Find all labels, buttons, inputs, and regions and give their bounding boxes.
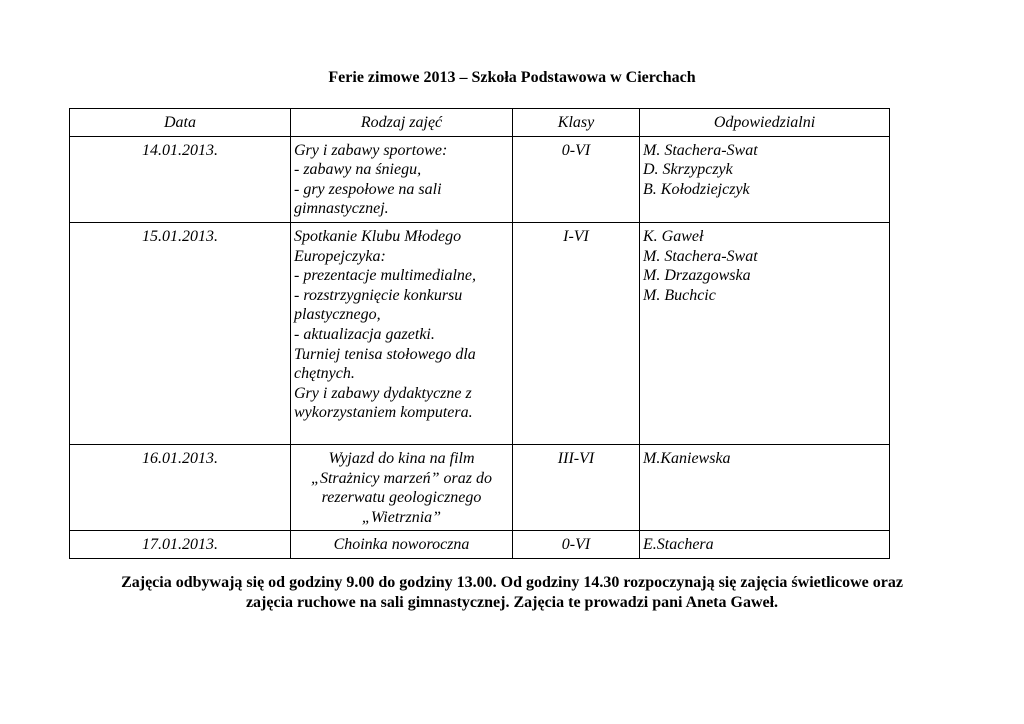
activity-line: Gry i zabawy sportowe: [294,141,448,159]
responsible-name: M. Stachera-Swat [643,141,758,159]
activity-line: rezerwatu geologicznego [321,489,482,507]
table-header-row [70,109,890,137]
classes-cell: 0-VI [513,531,640,559]
responsible-name: M. Drzazgowska [643,267,751,285]
footer-line: Zajęcia odbywają się od godziny 9.00 do godziny 13.00. Od godziny 14.30 rozpoczynają się zajęcia świetlicowe oraz [121,574,903,591]
activity-line: - prezentacje multimedialne, [294,267,477,285]
activity-line: chętnych. [294,365,355,383]
page-title: Ferie zimowe 2013 – Szkoła Podstawowa w Cierchach [328,69,696,86]
table-row [70,222,890,444]
activity-line: Wyjazd do kina na film [328,449,475,467]
date-cell: 15.01.2013. [70,222,291,444]
classes-cell: III-VI [513,444,640,530]
footer-line: zajęcia ruchowe na sali gimnastycznej. Zajęcia te prowadzi pani Aneta Gaweł. [245,594,779,611]
table-row [70,531,890,559]
responsible-name: M.Kaniewska [643,449,731,467]
responsible-cell [640,444,890,530]
responsible-name: B. Kołodziejczyk [643,180,750,198]
responsible-name: D. Skrzypczyk [643,161,733,179]
header-activity: Rodzaj zajęć [291,109,513,137]
activity-line: „Strażnicy marzeń” oraz do [311,469,492,487]
classes-cell: 0-VI [513,136,640,222]
activity-cell [291,136,513,222]
date-cell: 14.01.2013. [70,136,291,222]
date-cell: 16.01.2013. [70,444,291,530]
activity-line: wykorzystaniem komputera. [294,404,473,422]
responsible-name: M. Stachera-Swat [643,247,758,265]
activity-line: - aktualizacja gazetki. [294,325,435,343]
responsible-cell [640,136,890,222]
responsible-cell [640,222,890,444]
header-responsible: Odpowiedzialni [640,109,890,137]
responsible-name: M. Buchcic [643,286,716,304]
classes-cell: I-VI [513,222,640,444]
activity-cell [291,444,513,530]
activity-line: „Wietrznia” [361,508,442,526]
footer-note [60,573,964,613]
activity-line: Turniej tenisa stołowego dla [294,345,476,363]
header-date: Data [70,109,291,137]
table-row [70,136,890,222]
header-classes: Klasy [513,109,640,137]
activity-line: gimnastycznej. [294,200,389,218]
responsible-name: K. Gaweł [643,227,704,245]
responsible-cell [640,531,890,559]
activity-cell [291,222,513,444]
activity-line: Europejczyka: [294,247,386,265]
activity-line: - rozstrzygnięcie konkursu [294,286,463,304]
table-row [70,444,890,530]
responsible-name: E.Stachera [643,536,714,554]
date-cell: 17.01.2013. [70,531,291,559]
activity-line: Spotkanie Klubu Młodego [294,227,462,245]
activity-line: - gry zespołowe na sali [294,180,442,198]
activity-line: Gry i zabawy dydaktyczne z [294,384,472,402]
activity-line: plastycznego, [294,306,381,324]
activity-line: Choinka noworoczna [333,536,470,554]
activity-cell [291,531,513,559]
activity-line: - zabawy na śniegu, [294,161,422,179]
schedule-table [69,108,890,559]
